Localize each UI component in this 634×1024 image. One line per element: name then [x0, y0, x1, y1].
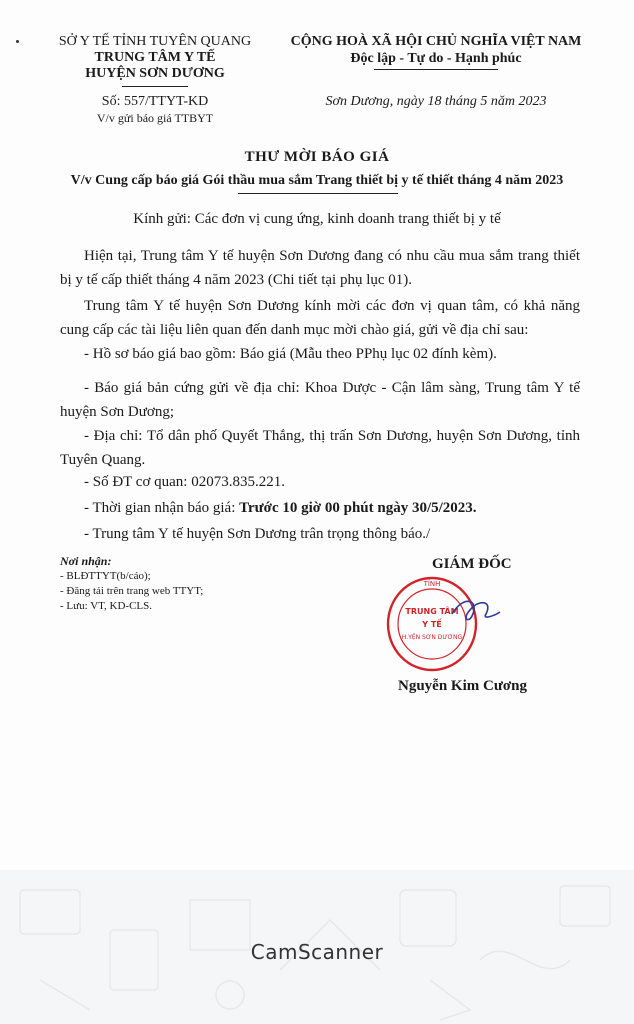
document-subject-short: V/v gửi báo giá TTBYT	[96, 111, 214, 125]
scanner-footer	[0, 870, 634, 1024]
paragraph-address: - Địa chỉ: Tổ dân phố Quyết Thắng, thị trấn Sơn Dương, huyện Sơn Dương, tỉnh Tuyên Quang.	[60, 428, 580, 468]
paragraph-hardcopy: - Báo giá bản cứng gửi về địa chỉ: Khoa Dược - Cận lâm sàng, Trung tâm Y tế huyện Sơn Dương;	[60, 380, 580, 420]
recipient-item: - BLĐTTYT(b/cáo);	[60, 570, 151, 582]
header-right-motto: Độc lập - Tự do - Hạnh phúc	[350, 51, 522, 66]
document-date: Sơn Dương, ngày 18 tháng 5 năm 2023	[325, 94, 547, 109]
document-subtitle: V/v Cung cấp báo giá Gói thầu mua sắm Trang thiết bị y tế thiết tháng 4 năm 2023	[70, 173, 564, 188]
document-title: THƯ MỜI BÁO GIÁ	[244, 149, 390, 165]
seal-center-text-2: Y TẾ	[422, 620, 442, 629]
seal-top-text: TỈNH	[423, 580, 441, 588]
speck-mark	[16, 40, 19, 43]
paragraph-need: Hiện tại, Trung tâm Y tế huyện Sơn Dương đang có nhu cầu mua sắm trang thiết bị y tế cấp thiết tháng 4 năm 2023 (Chi tiết tại phụ lục 01).	[60, 248, 580, 288]
title-underline	[238, 193, 398, 194]
official-seal-icon	[382, 572, 504, 676]
paragraph-deadline	[60, 496, 580, 520]
recipient-item: - Đăng tải trên trang web TTYT;	[60, 585, 204, 597]
header-left-agency: SỞ Y TẾ TỈNH TUYÊN QUANG	[58, 34, 252, 49]
camscanner-brand: CamScanner	[250, 940, 384, 964]
paragraph-closing: - Trung tâm Y tế huyện Sơn Dương trân trọng thông báo./	[84, 526, 431, 542]
paragraph-phone: - Số ĐT cơ quan: 02073.835.221.	[84, 474, 285, 490]
seal-center-text-1: TRUNG TÂM	[405, 607, 459, 616]
header-right-nation: CỘNG HOÀ XÃ HỘI CHỦ NGHĨA VIỆT NAM	[290, 34, 582, 49]
document-number: Số: 557/TTYT-KD	[101, 94, 209, 109]
paragraph-invitation: Trung tâm Y tế huyện Sơn Dương kính mời các đơn vị quan tâm, có khả năng cung cấp các tài liệu liên quan đến danh mục mời chào giá, gửi về địa chỉ sau:	[60, 298, 580, 338]
header-left-district: HUYỆN SƠN DƯƠNG	[85, 66, 225, 81]
header-right-underline	[374, 69, 498, 70]
recipients-heading: Nơi nhận:	[60, 554, 112, 568]
header-left-underline	[122, 86, 188, 87]
seal-center-text-3: H.YỆN SƠN DƯƠNG	[401, 634, 463, 641]
paragraph-dossier: - Hồ sơ báo giá bao gồm: Báo giá (Mẫu theo PPhụ lục 02 đính kèm).	[84, 346, 497, 362]
header-left-org: TRUNG TÂM Y TẾ	[94, 50, 216, 65]
signer-name: Nguyễn Kim Cương	[398, 678, 527, 694]
deadline-value: Trước 10 giờ 00 phút ngày 30/5/2023.	[239, 500, 477, 516]
deadline-label: - Thời gian nhận báo giá:	[84, 500, 240, 516]
recipient-item: - Lưu: VT, KD-CLS.	[60, 600, 153, 612]
signer-role: GIÁM ĐỐC	[432, 556, 512, 572]
greeting: Kính gửi: Các đơn vị cung ứng, kinh doanh trang thiết bị y tế	[133, 211, 501, 227]
